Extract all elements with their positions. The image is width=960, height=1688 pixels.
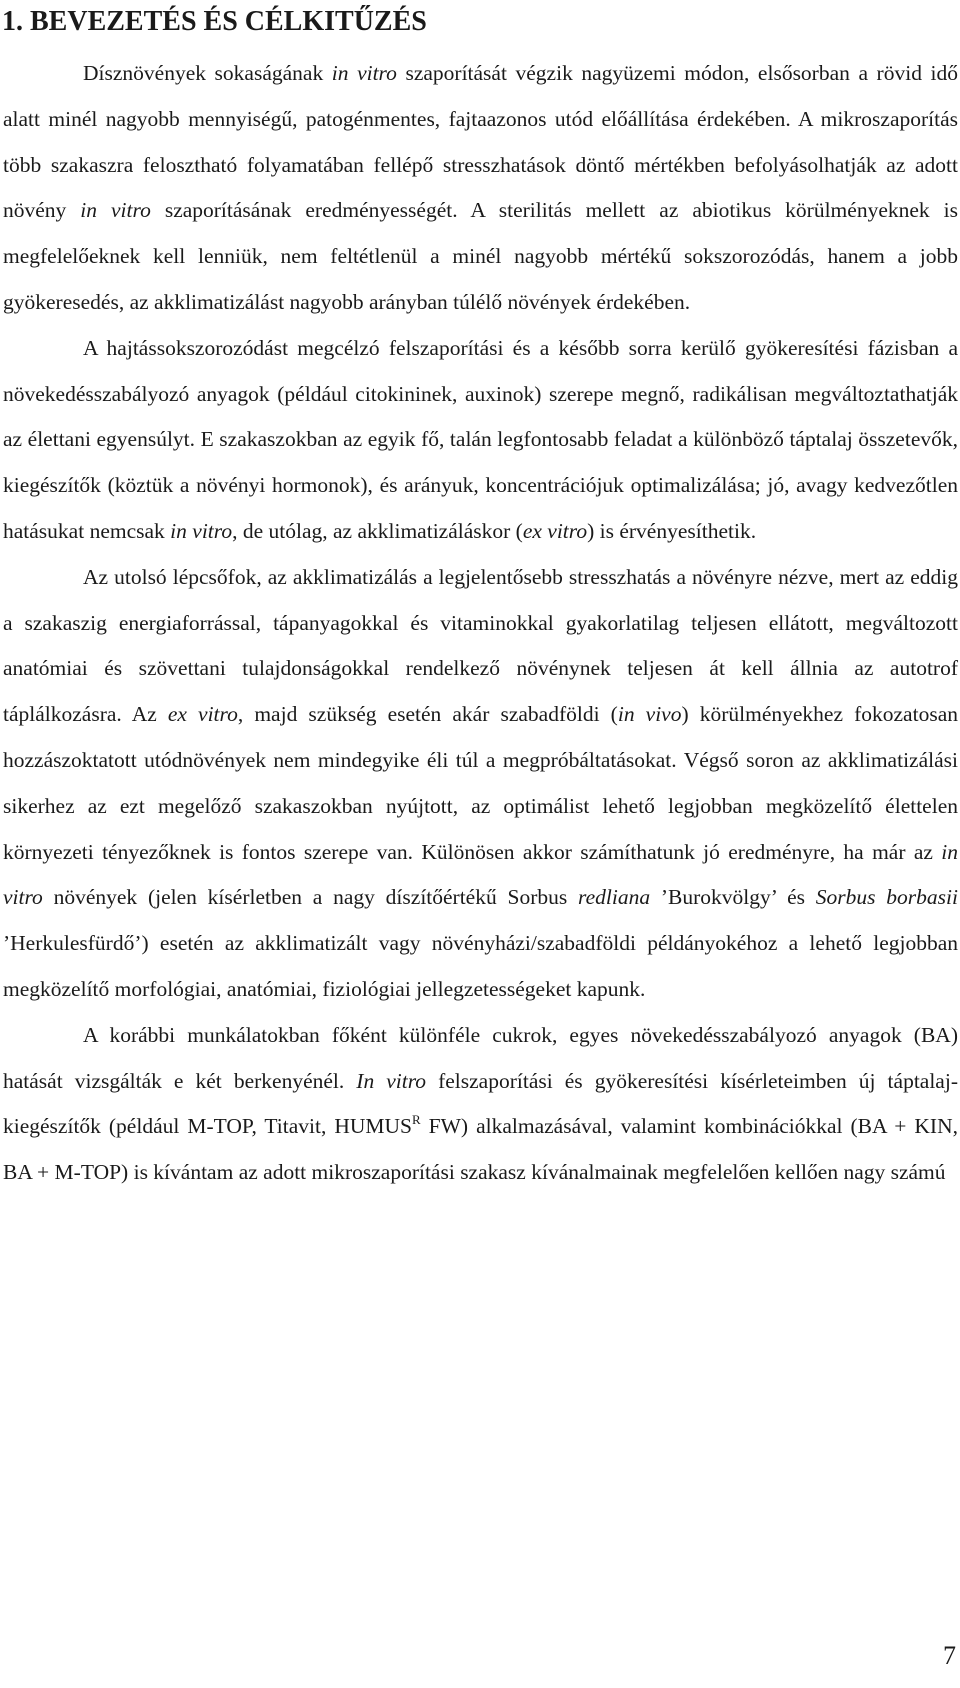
text-run: felszaporítási és gyökeresítési kísérleteimben új táptalaj-kiegészítők (például M-TOP, Titavit, HUMUS bbox=[3, 1068, 958, 1139]
italic-term: in vitro bbox=[80, 198, 151, 223]
italic-term: in vitro bbox=[170, 518, 233, 543]
text-run: ’Herkulesfürdő’) esetén az akklimatizált vagy növényházi/szabadföldi példányokéhoz a lehető legjobban megközelítő morfológiai, anatómiai, fiziológiai jellegzetességeket kapunk. bbox=[3, 931, 958, 1001]
section-heading: 1. BEVEZETÉS ÉS CÉLKITŰZÉS bbox=[2, 6, 427, 37]
superscript: R bbox=[412, 1112, 421, 1128]
text-run: Dísznövények sokaságának bbox=[83, 61, 332, 85]
text-run: növények (jelen kísérletben a nagy díszítőértékű Sorbus bbox=[42, 885, 579, 910]
italic-term: in vitro bbox=[3, 839, 958, 910]
italic-term: redliana bbox=[578, 885, 651, 910]
text-run: FW) alkalmazásával, valamint kombinációkkal (BA + KIN, BA + M-TOP) is kívántam az adott mikroszaporítási szakasz kívánalmainak megfelelően kellően nagy számú bbox=[3, 1114, 958, 1185]
text-run: ) körülményekhez fokozatosan hozzászoktatott utódnövények nem mindegyike éli túl a megpróbáltatásokat. Végső soron az akklimatizálási sikerhez az ezt megelőző szakaszokban nyújtott, az optimálist lehető legjobban megközelítő élettelen környezeti tényezőknek is fontos szerepe van. Különösen akkor számíthatunk jó eredményre, ha már az bbox=[3, 702, 958, 864]
italic-term: ex vitro bbox=[167, 702, 238, 727]
text-run: , majd szükség esetén akár szabadföldi ( bbox=[237, 702, 618, 727]
italic-term: ex vitro bbox=[522, 518, 588, 543]
italic-term: Sorbus borbasii bbox=[815, 885, 958, 910]
text-run: A hajtássokszorozódást megcélzó felszaporítási és a később sorra kerülő gyökeresítési fázisban a növekedésszabályozó anyagok (például citokininek, auxinok) szerepe megnő, radikálisan megváltoztathatják az élettani egyensúlyt. E szakaszokban az egyik fő, talán legfontosabb feladat a különböző táptalaj összetevők, kiegészítők (köztük a növényi hormonok), és arányuk, koncentrációjuk optimalizálása; jó, avagy kedvezőtlen hatásukat nemcsak bbox=[3, 335, 958, 543]
text-run: szaporítását végzik nagyüzemi módon, elsősorban a rövid idő alatt minél nagyobb mennyiségű, patogénmentes, fajtaazonos utód előállítása érdekében. A mikroszaporítás több szakaszra felosztható folyamatában fellépő stresszhatások döntő mértékben befolyásolhatják az adott növény bbox=[3, 61, 958, 223]
text-run: , de utólag, az akklimatizáláskor ( bbox=[232, 518, 523, 543]
italic-term: in vitro bbox=[331, 61, 397, 85]
paragraph-4 bbox=[3, 1013, 958, 1196]
text-run: Az utolsó lépcsőfok, az akklimatizálás a legjelentősebb stresszhatás a növényre nézve, mert az eddig a szakaszig energiaforrással, tápanyagokkal és vitaminokkal gyakorlatilag teljesen ellátott, megváltozott anatómiai és szövettani tulajdonságokkal rendelkező növénynek teljesen át kell állnia az autotrof táplálkozásra. Az bbox=[3, 564, 958, 727]
paragraph-3 bbox=[3, 555, 958, 1013]
paragraph-1 bbox=[3, 51, 958, 326]
page-number: 7 bbox=[943, 1641, 956, 1670]
paragraph-2 bbox=[3, 326, 958, 555]
body-text bbox=[3, 51, 958, 1196]
italic-term: in vivo bbox=[617, 702, 682, 727]
text-run: ’Burokvölgy’ és bbox=[650, 885, 816, 910]
text-run: ) is érvényesíthetik. bbox=[587, 518, 757, 543]
text-run: szaporításának eredményességét. A sterilitás mellett az abiotikus körülményeknek is megfelelőeknek kell lenniük, nem feltétlenül a minél nagyobb mértékű sokszorozódás, hanem a jobb gyökeresedés, az akklimatizálást nagyobb arányban túlélő növények érdekében. bbox=[3, 198, 958, 314]
text-run: A korábbi munkálatokban főként különféle cukrok, egyes növekedésszabályozó anyagok (BA) hatását vizsgálták e két berkenyénél. bbox=[3, 1022, 958, 1093]
italic-term: In vitro bbox=[356, 1068, 427, 1093]
